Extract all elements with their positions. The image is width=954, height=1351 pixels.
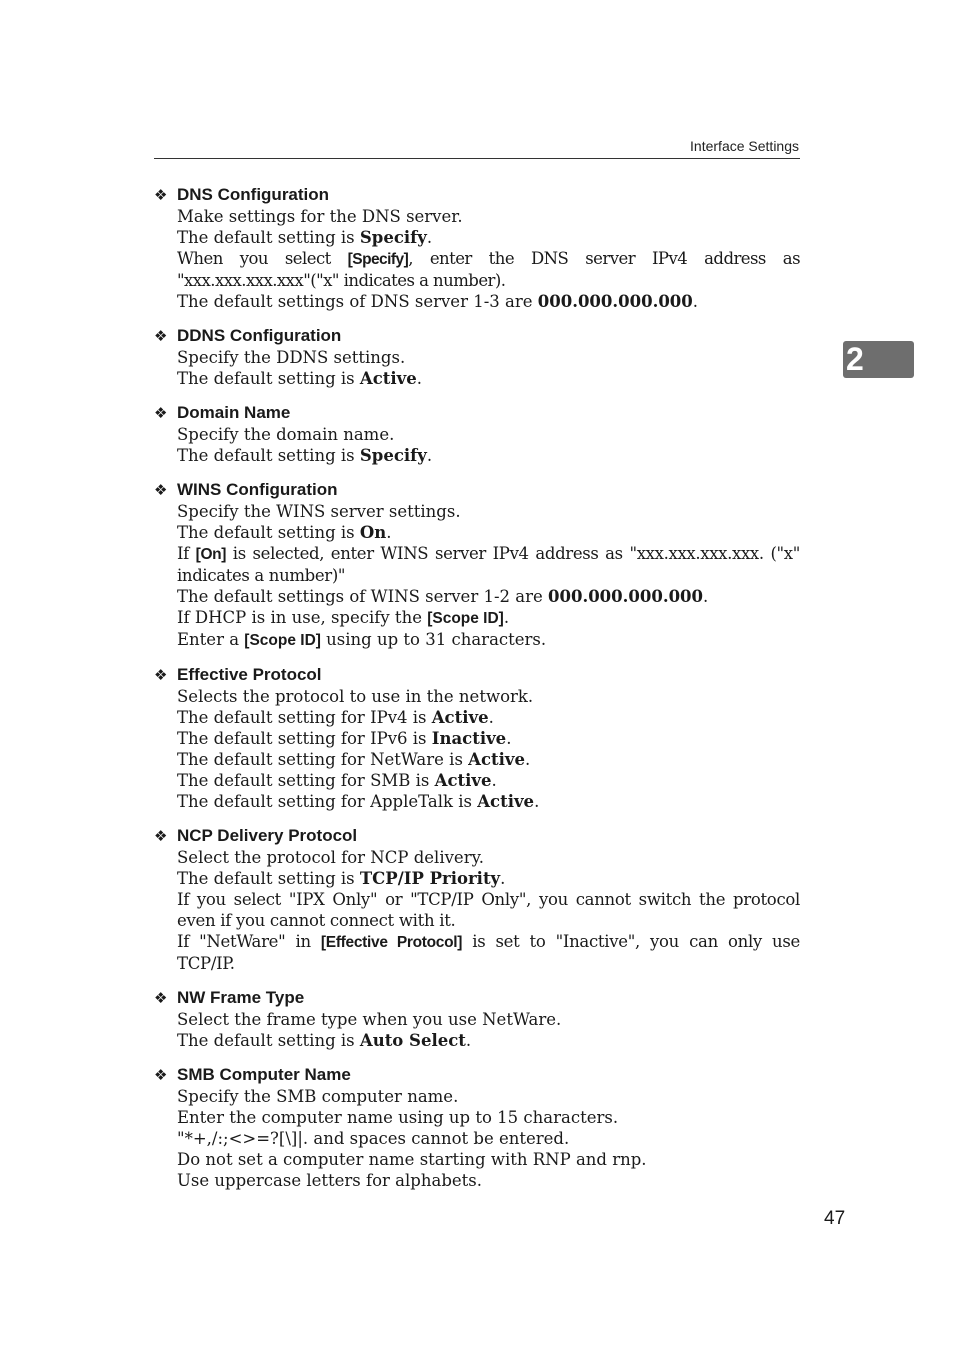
body-line: Select the frame type when you use NetWare. xyxy=(177,1010,562,1029)
body-line: Specify the WINS server settings. xyxy=(177,502,461,521)
diamond-bullet-icon: ❖ xyxy=(154,1066,168,1084)
section-heading: ❖ NW Frame Type xyxy=(154,988,305,1007)
body-line: The default setting for SMB is Active. xyxy=(177,771,497,790)
body-line: "*+,/:;<>=?[\]|. and spaces cannot be entered. xyxy=(177,1129,570,1148)
key-label: [Specify] xyxy=(347,251,409,268)
key-label: [Scope ID] xyxy=(427,610,504,627)
body-line: The default setting is Active. xyxy=(177,369,422,388)
body-line: If [On] is selected, enter WINS server IPv4 address as "xxx.xxx.xxx.xxx. ("x" indicates a number)" xyxy=(177,544,800,585)
section-body xyxy=(154,847,800,974)
chapter-number: 2 xyxy=(846,341,864,377)
key-label: [Scope ID] xyxy=(244,632,321,649)
body-line: Use uppercase letters for alphabets. xyxy=(177,1171,482,1190)
body-line: When you select [Specify], enter the DNS server IPv4 address as "xxx.xxx.xxx.xxx"("x" indicates a number). xyxy=(177,249,800,290)
diamond-bullet-icon: ❖ xyxy=(154,666,168,684)
section-heading: ❖ SMB Computer Name xyxy=(154,1065,351,1084)
section-body xyxy=(154,206,800,312)
body-line: Specify the domain name. xyxy=(177,425,395,444)
section-body xyxy=(154,686,800,812)
body-line: The default setting for NetWare is Active. xyxy=(177,750,531,769)
section-body xyxy=(154,347,800,389)
body-line: If "NetWare" in [Effective Protocol] is set to "Inactive", you can only use TCP/IP. xyxy=(177,932,800,973)
section-dns-configuration xyxy=(154,184,800,312)
section-domain-name xyxy=(154,402,800,466)
section-ncp-delivery-protocol xyxy=(154,825,800,974)
body-line: The default setting is TCP/IP Priority. xyxy=(177,869,506,888)
key-label: [On] xyxy=(195,546,227,563)
body-line: The default setting is Specify. xyxy=(177,446,433,465)
chapter-tab xyxy=(843,341,914,378)
body-line: Specify the DDNS settings. xyxy=(177,348,406,367)
body-line: Do not set a computer name starting with RNP and rnp. xyxy=(177,1150,647,1169)
page-content xyxy=(154,184,800,1204)
section-body xyxy=(154,501,800,651)
section-body xyxy=(154,1009,800,1051)
body-line: The default setting for IPv6 is Inactive. xyxy=(177,729,512,748)
diamond-bullet-icon: ❖ xyxy=(154,827,168,845)
section-heading: ❖ Effective Protocol xyxy=(154,665,322,684)
body-line: Select the protocol for NCP delivery. xyxy=(177,848,484,867)
section-smb-computer-name xyxy=(154,1064,800,1191)
section-heading: ❖ WINS Configuration xyxy=(154,480,338,499)
page-number: 47 xyxy=(824,1208,846,1229)
body-line: The default setting is Auto Select. xyxy=(177,1031,472,1050)
section-body xyxy=(154,1086,800,1191)
body-line: The default setting for AppleTalk is Active. xyxy=(177,792,540,811)
body-line: The default settings of WINS server 1-2 are 000.000.000.000. xyxy=(177,587,709,606)
header-rule xyxy=(154,158,800,159)
body-line: Make settings for the DNS server. xyxy=(177,207,463,226)
section-heading: ❖ NCP Delivery Protocol xyxy=(154,826,358,845)
section-heading: ❖ DNS Configuration xyxy=(154,185,330,204)
body-line: If you select "IPX Only" or "TCP/IP Only", you cannot switch the protocol even if you cannot connect with it. xyxy=(177,890,800,930)
section-nw-frame-type xyxy=(154,987,800,1051)
diamond-bullet-icon: ❖ xyxy=(154,481,168,499)
section-wins-configuration xyxy=(154,479,800,651)
diamond-bullet-icon: ❖ xyxy=(154,186,168,204)
body-line: Specify the SMB computer name. xyxy=(177,1087,459,1106)
body-line: The default settings of DNS server 1-3 are 000.000.000.000. xyxy=(177,292,699,311)
body-line: If DHCP is in use, specify the [Scope ID]. xyxy=(177,608,510,627)
body-line: The default setting for IPv4 is Active. xyxy=(177,708,494,727)
key-label: [Effective Protocol] xyxy=(320,934,463,951)
section-heading: ❖ DDNS Configuration xyxy=(154,326,342,345)
section-ddns-configuration xyxy=(154,325,800,389)
body-line: The default setting is Specify. xyxy=(177,228,433,247)
body-line: Enter the computer name using up to 15 characters. xyxy=(177,1108,619,1127)
section-body xyxy=(154,424,800,466)
diamond-bullet-icon: ❖ xyxy=(154,327,168,345)
body-line: Enter a [Scope ID] using up to 31 characters. xyxy=(177,630,547,649)
diamond-bullet-icon: ❖ xyxy=(154,989,168,1007)
body-line: The default setting is On. xyxy=(177,523,392,542)
section-effective-protocol xyxy=(154,664,800,812)
section-heading: ❖ Domain Name xyxy=(154,403,291,422)
body-line: Selects the protocol to use in the network. xyxy=(177,687,534,706)
diamond-bullet-icon: ❖ xyxy=(154,404,168,422)
running-header: Interface Settings xyxy=(690,138,799,154)
